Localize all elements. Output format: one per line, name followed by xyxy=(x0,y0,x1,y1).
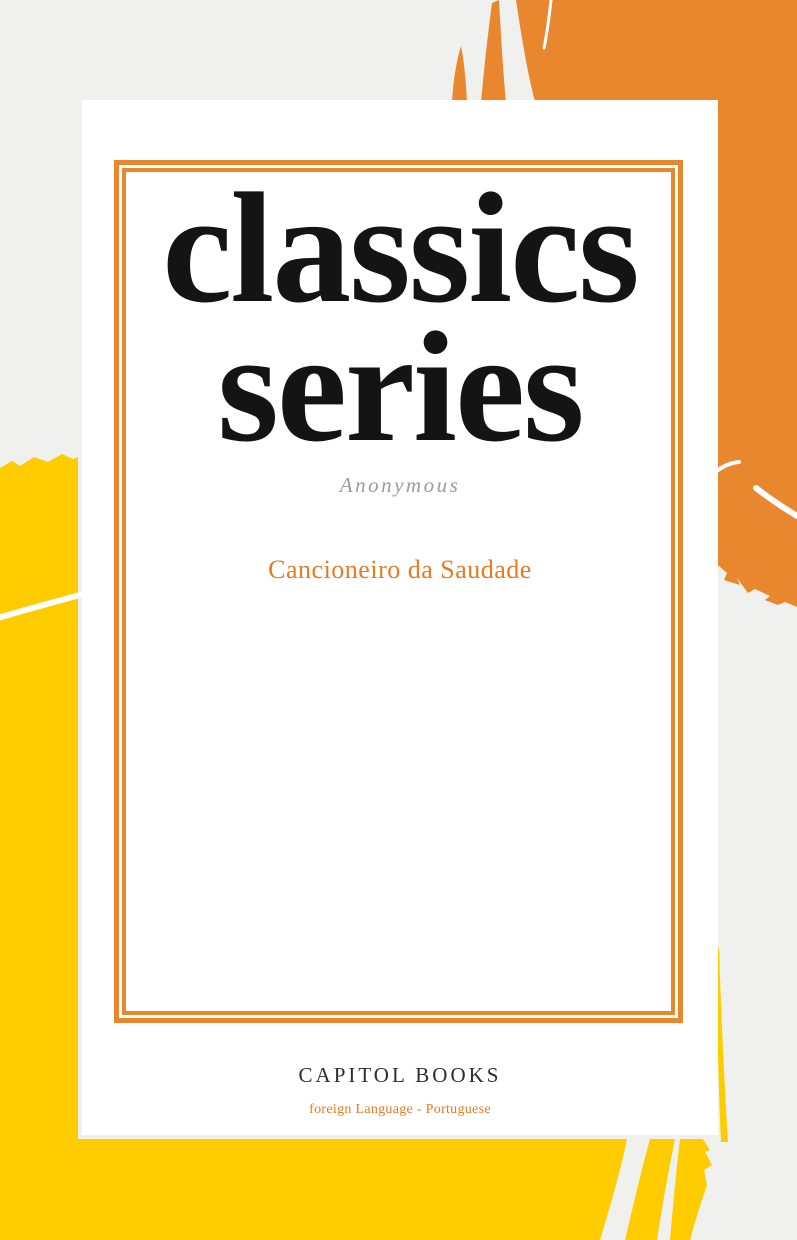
publisher-name: CAPITOL BOOKS xyxy=(298,1063,502,1087)
series-title xyxy=(82,161,718,475)
series-title-line-1: classics xyxy=(162,161,638,336)
series-title-line-2: series xyxy=(217,300,583,475)
yellow-brush-streak-2 xyxy=(625,1139,675,1240)
orange-brush-bristle-streak xyxy=(481,0,506,103)
category-label: foreign Language - Portuguese xyxy=(309,1102,491,1117)
author-name: Anonymous xyxy=(339,473,461,497)
book-title: Cancioneiro da Saudade xyxy=(268,555,532,584)
yellow-brush-streak-3 xyxy=(670,1139,712,1240)
orange-brush-bristle-flame xyxy=(452,46,467,103)
book-cover-card xyxy=(82,100,718,1135)
